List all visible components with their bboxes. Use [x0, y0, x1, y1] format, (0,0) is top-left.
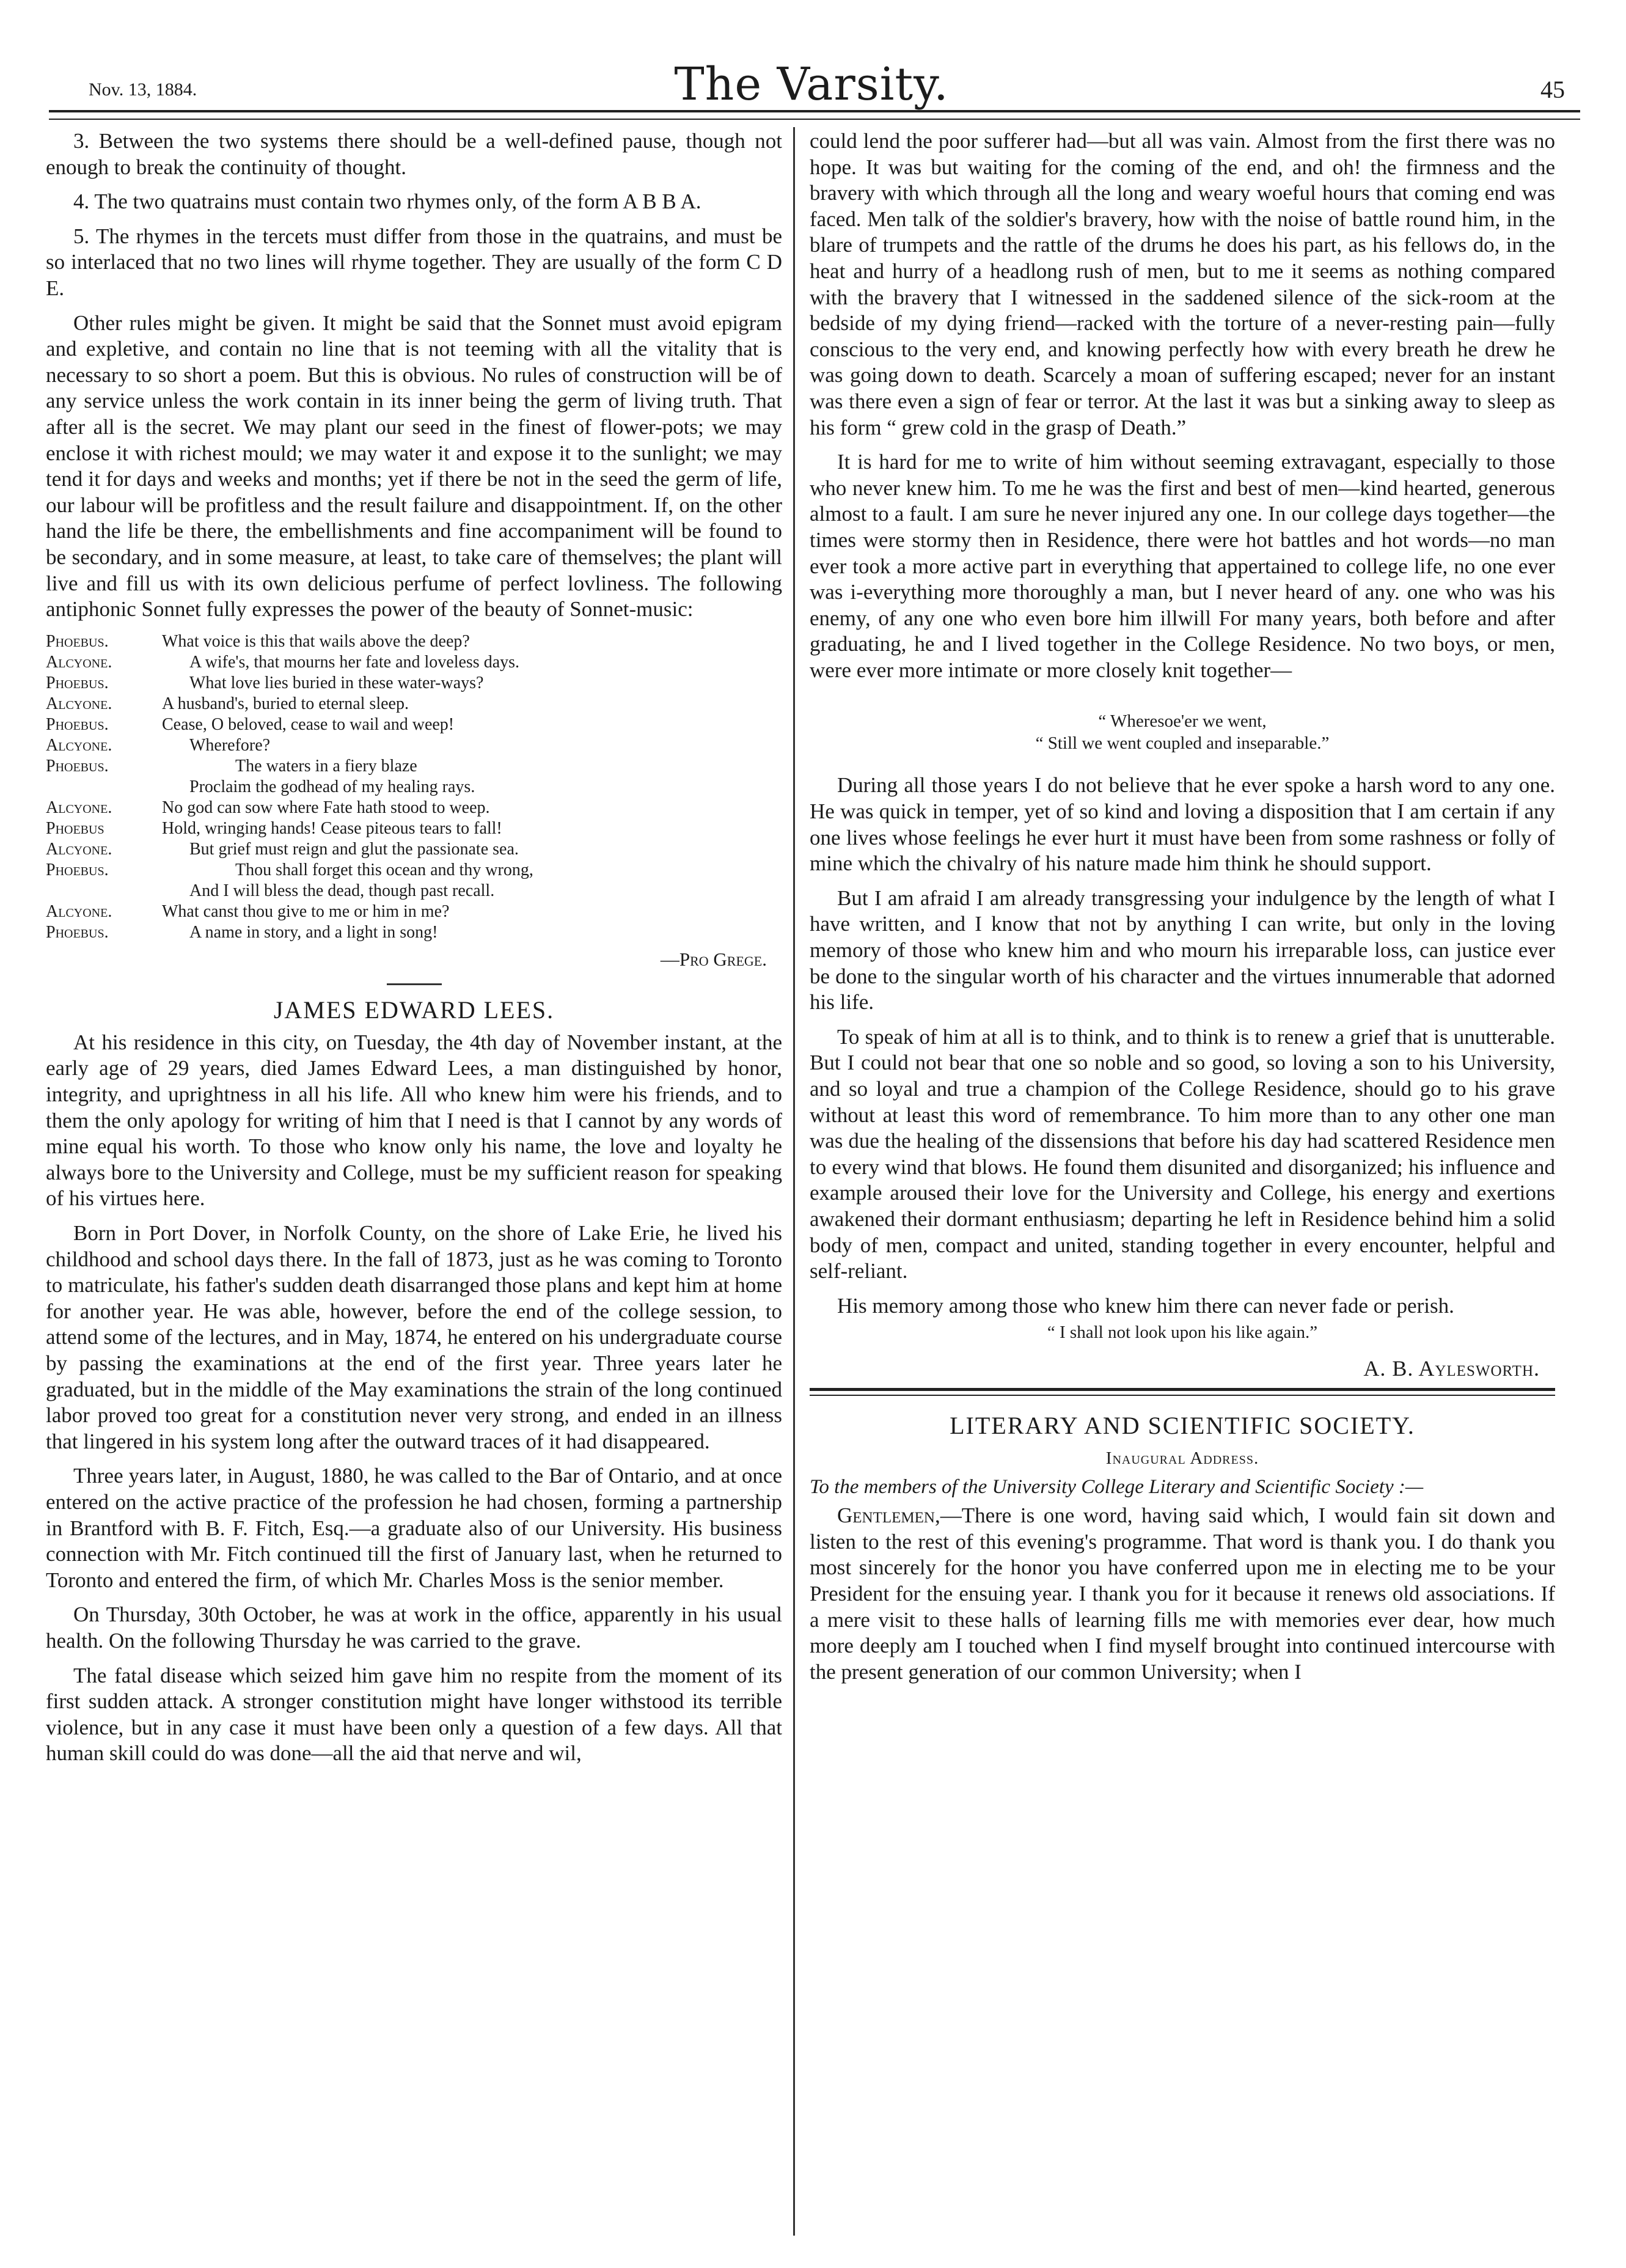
poem-speaker: Phoebus.	[46, 714, 109, 734]
poem-speaker: Phoebus.	[46, 631, 109, 651]
poem-text: What love lies buried in these water-ways?	[189, 673, 484, 692]
poem-text: The waters in a fiery blaze	[235, 756, 417, 776]
obituary-paragraph: To speak of him at all is to think, and to think is to renew a grief that is unutterable. But I could not bear that one so noble and so good, so loving a son to his University, and so loyal and true a champion of the College Residence, should go to his grave without at least this word of remembrance. To him more than to any other one man was due the healing of the dissensions that before his day had scattered Residence men to every wind that blows. He found them disunited and disorganized; his influence and example aroused their love for the University and College, his energy and exertions awakened their dormant enthusiasm; departing he left in Residence behind him a solid body of men, compact and united, standing together in every encounter, helpful and self-reliant.	[810, 1024, 1555, 1283]
poem-line	[46, 881, 782, 901]
closing-quotation: “ I shall not look upon his like again.”	[1047, 1323, 1318, 1343]
poem-text: Hold, wringing hands! Cease piteous tears to fall!	[162, 818, 502, 838]
sonnet-rule-3: 3. Between the two systems there should be a well-defined pause, though not enough to break the continuity of thought.	[46, 129, 782, 179]
society-subheading: Inaugural Address.	[1105, 1448, 1259, 1468]
page-number: 45	[1540, 76, 1565, 103]
poem-line	[46, 860, 782, 881]
section-divider	[810, 1388, 1555, 1396]
obituary-paragraph: could lend the poor sufferer had—but all was vain. Almost from the first there was no hope. It was but waiting for the coming of the end, and oh! the firmness and the bravery with which through all the long and weary woeful hours that coming end was faced. Men talk of the soldier's bravery, how with the noise of battle round him, in the blare of trumpets and the rattle of the drums he does his part, as his fellows do, in the heat and hurry of a headlong rush of men, but to me it seems as nothing compared with the bravery that I witnessed in the saddened silence of the sick-room at the bedside of my dying friend—racked with the torture of a never-resting pain—fully conscious to the very end, and knowing perfectly how with every breath he drew he was going down to death. Scarcely a moan of suffering escaped; never for an instant was there even a sign of fear or terror. At the last it was but a sinking away to sleep as his form “ grew cold in the grasp of Death.”	[810, 129, 1555, 439]
obituary-paragraph: During all those years I do not believe that he ever spoke a harsh word to any one. He was quick in temper, yet of so kind and loving a disposition that I am certain if any one lives whose feelings he ever hurt it must have been from some rashness or folly of mine which the chivalry of his nature made him think he should support.	[810, 773, 1555, 876]
obituary-paragraph: Three years later, in August, 1880, he was called to the Bar of Ontario, and at once entered on the active practice of the profession he had chosen, forming a partnership in Brantford with B. F. Fitch, Esq.—a graduate also of our University. His business connection with Mr. Fitch continued till the first of January last, when he returned to Toronto and entered the firm, of which Mr. Charles Moss is the senior member.	[46, 1464, 782, 1592]
column-divider	[793, 127, 795, 2236]
antiphonic-sonnet	[46, 631, 782, 943]
poem-line	[46, 694, 782, 714]
section-ornament	[387, 983, 442, 985]
poem-line	[46, 673, 782, 694]
obituary-paragraph: At his residence in this city, on Tuesday, the 4th day of November instant, at the early age of 29 years, died James Edward Lees, a man distinguished by honor, integrity, and uprightness in all his life. All who knew him were his friends, and to them the only apology for writing of him that I need is that I cannot by any words of mine equal his worth. To those who know only his name, the love and loyalty he always bore to the University and College, must be my sufficient reason for speaking of his virtues here.	[46, 1030, 782, 1211]
poem-text: No god can sow where Fate hath stood to weep.	[162, 798, 490, 817]
poem-speaker: Alcyone.	[46, 901, 112, 921]
poem-speaker: Phoebus.	[46, 756, 109, 776]
obituary-paragraph: But I am afraid I am already transgressing your indulgence by the length of what I have written, and I know that not by anything I can write, but only in the loving memory of those who knew him and who mourn his irreparable loss, can justice ever be done to the singular worth of his character and the virtues innumerable that adorned his life.	[810, 886, 1555, 1015]
poem-text: What voice is this that wails above the deep?	[162, 631, 470, 651]
poem-speaker: Alcyone.	[46, 798, 112, 817]
sonnet-rule-5: 5. The rhymes in the tercets must differ from those in the quatrains, and must be so interlaced that no two lines will rhyme together. They are usually of the form C D E.	[46, 224, 782, 300]
poem-line	[46, 777, 782, 798]
sonnet-rule-4: 4. The two quatrains must contain two rhymes only, of the form A B B A.	[73, 189, 701, 214]
society-paragraph	[810, 1503, 1555, 1685]
poem-speaker: Phoebus.	[46, 860, 109, 879]
obituary-heading: JAMES EDWARD LEES.	[273, 996, 555, 1024]
poem-line	[46, 714, 782, 735]
poem-speaker	[46, 777, 162, 798]
poem-signature: —Pro Grege.	[660, 948, 767, 970]
society-text: —There is one word, having said which, I would fain sit down and listen to the rest of this evening's programme. That word is thank you. I do thank you most sincerely for the honor you have conferred upon me in electing me to be your President for the ensuing year. I thank you for it because it renews old associations. If a mere visit to these halls of learning fills me with memories ever dear, how much more deeply am I touched when I find myself brought into continued intercourse with the present generation of our common University; when I	[810, 1503, 1555, 1684]
poem-text: A wife's, that mourns her fate and loveless days.	[189, 652, 520, 672]
poem-text: Cease, O beloved, cease to wail and weep!	[162, 714, 455, 734]
poem-text: And I will bless the dead, though past recall.	[189, 881, 495, 900]
obituary-paragraph: On Thursday, 30th October, he was at work in the office, apparently in his usual health. On the following Thursday he was carried to the grave.	[46, 1602, 782, 1653]
obituary-signature: A. B. Aylesworth.	[1363, 1356, 1540, 1381]
poem-text: Proclaim the godhead of my healing rays.	[189, 777, 475, 796]
left-column	[46, 128, 782, 1775]
address-to: To the members of the University College Literary and Scientific Society :—	[810, 1476, 1424, 1499]
poem-text: Thou shall forget this ocean and thy wrong,	[235, 860, 533, 879]
poem-line	[46, 818, 782, 839]
poem-speaker: Phoebus.	[46, 673, 109, 692]
right-column	[810, 128, 1555, 1694]
poem-line	[46, 922, 782, 943]
poem-speaker	[46, 881, 162, 901]
poem-speaker: Alcyone.	[46, 652, 112, 672]
poem-text: A name in story, and a light in song!	[189, 922, 438, 942]
sonnet-paragraph: Other rules might be given. It might be said that the Sonnet must avoid epigram and expletive, and contain no line that is not teeming with all the vitality that is necessary to so short a poem. But this is obvious. No rules of construction will be of any service unless the work contain in its inner being the germ of living truth. That after all is the secret. We may plant our seed in the finest of flower-pots; we may enclose it with richest mould; we may water it and expose it to the sunlight; we may tend it for days and weeks and months; yet if there be not in the seed the germ of life, our labour will be profitless and the result failure and disappointment. If, on the other hand the life be there, the embellishments and fine accompaniment will be found to be secondary, and in some measure, at least, to take care of themselves; the plant will live and fill us with its own delicious perfume of perfect lovliness. The following antiphonic Sonnet fully expresses the power of the beauty of Sonnet-music:	[46, 310, 782, 622]
obituary-paragraph: His memory among those who knew him there can never fade or perish.	[837, 1293, 1454, 1318]
poem-line	[46, 756, 782, 777]
salutation: Gentlemen,	[837, 1503, 940, 1528]
newspaper-title: The Varsity.	[674, 58, 949, 111]
quotation-line: “ Wheresoe'er we went,	[1098, 711, 1267, 732]
poem-speaker: Alcyone.	[46, 839, 112, 859]
poem-line	[46, 798, 782, 818]
society-heading: LITERARY AND SCIENTIFIC SOCIETY.	[950, 1411, 1415, 1439]
masthead-rule-thick	[49, 110, 1580, 112]
poem-speaker: Phoebus.	[46, 922, 109, 942]
issue-date: Nov. 13, 1884.	[89, 79, 197, 100]
masthead-rule-thin	[49, 119, 1580, 120]
poem-text: Wherefore?	[189, 735, 271, 755]
poem-line	[46, 901, 782, 922]
poem-line	[46, 631, 782, 652]
poem-text: What canst thou give to me or him in me?	[162, 901, 450, 921]
poem-text: But grief must reign and glut the passionate sea.	[189, 839, 519, 859]
poem-speaker: Alcyone.	[46, 735, 112, 755]
poem-line	[46, 735, 782, 756]
quotation-line: “ Still we went coupled and inseparable.”	[1035, 733, 1330, 754]
obituary-paragraph: It is hard for me to write of him without seeming extravagant, especially to those who never knew him. To me he was the first and best of men—kind hearted, generous almost to a fault. I am sure he never injured any one. In our college days together—the times were stormy then in Residence, there were hot battles and hot words—no man ever took a more active part in everything that appertained to college life, no one ever was i-everything more thoroughly a man, but I never heard of any. one who was his enemy, of any one who even bore him illwill For many years, both before and after graduating, he and I lived together in the College Residence. No two boys, or men, were ever more intimate or more closely knit together—	[810, 450, 1555, 682]
poem-line	[46, 839, 782, 860]
poem-speaker: Phoebus	[46, 818, 104, 838]
masthead	[46, 58, 1577, 116]
obituary-paragraph: The fatal disease which seized him gave him no respite from the moment of its first sudden attack. A stronger constitution might have longer withstood its terrible violence, but in any case it must have been only a question of a few days. All that human skill could do was done—all the aid that nerve and wil,	[46, 1663, 782, 1766]
poem-line	[46, 652, 782, 673]
poem-speaker: Alcyone.	[46, 694, 112, 713]
poem-text: A husband's, buried to eternal sleep.	[162, 694, 409, 713]
obituary-paragraph: Born in Port Dover, in Norfolk County, on the shore of Lake Erie, he lived his childhood and school days there. In the fall of 1873, just as he was coming to Toronto to matriculate, his father's sudden death disarranged those plans and kept him at home for another year. He was able, however, before the end of the college session, to attend some of the lectures, and in May, 1874, he entered on his undergraduate course by passing the examinations at the end of the first year. Three years later he graduated, but in the middle of the May examinations the strain of the long continued labor proved too great for a constitution never very strong, and ended in an illness that lingered in his system long after the outward traces of it had disappeared.	[46, 1221, 782, 1453]
